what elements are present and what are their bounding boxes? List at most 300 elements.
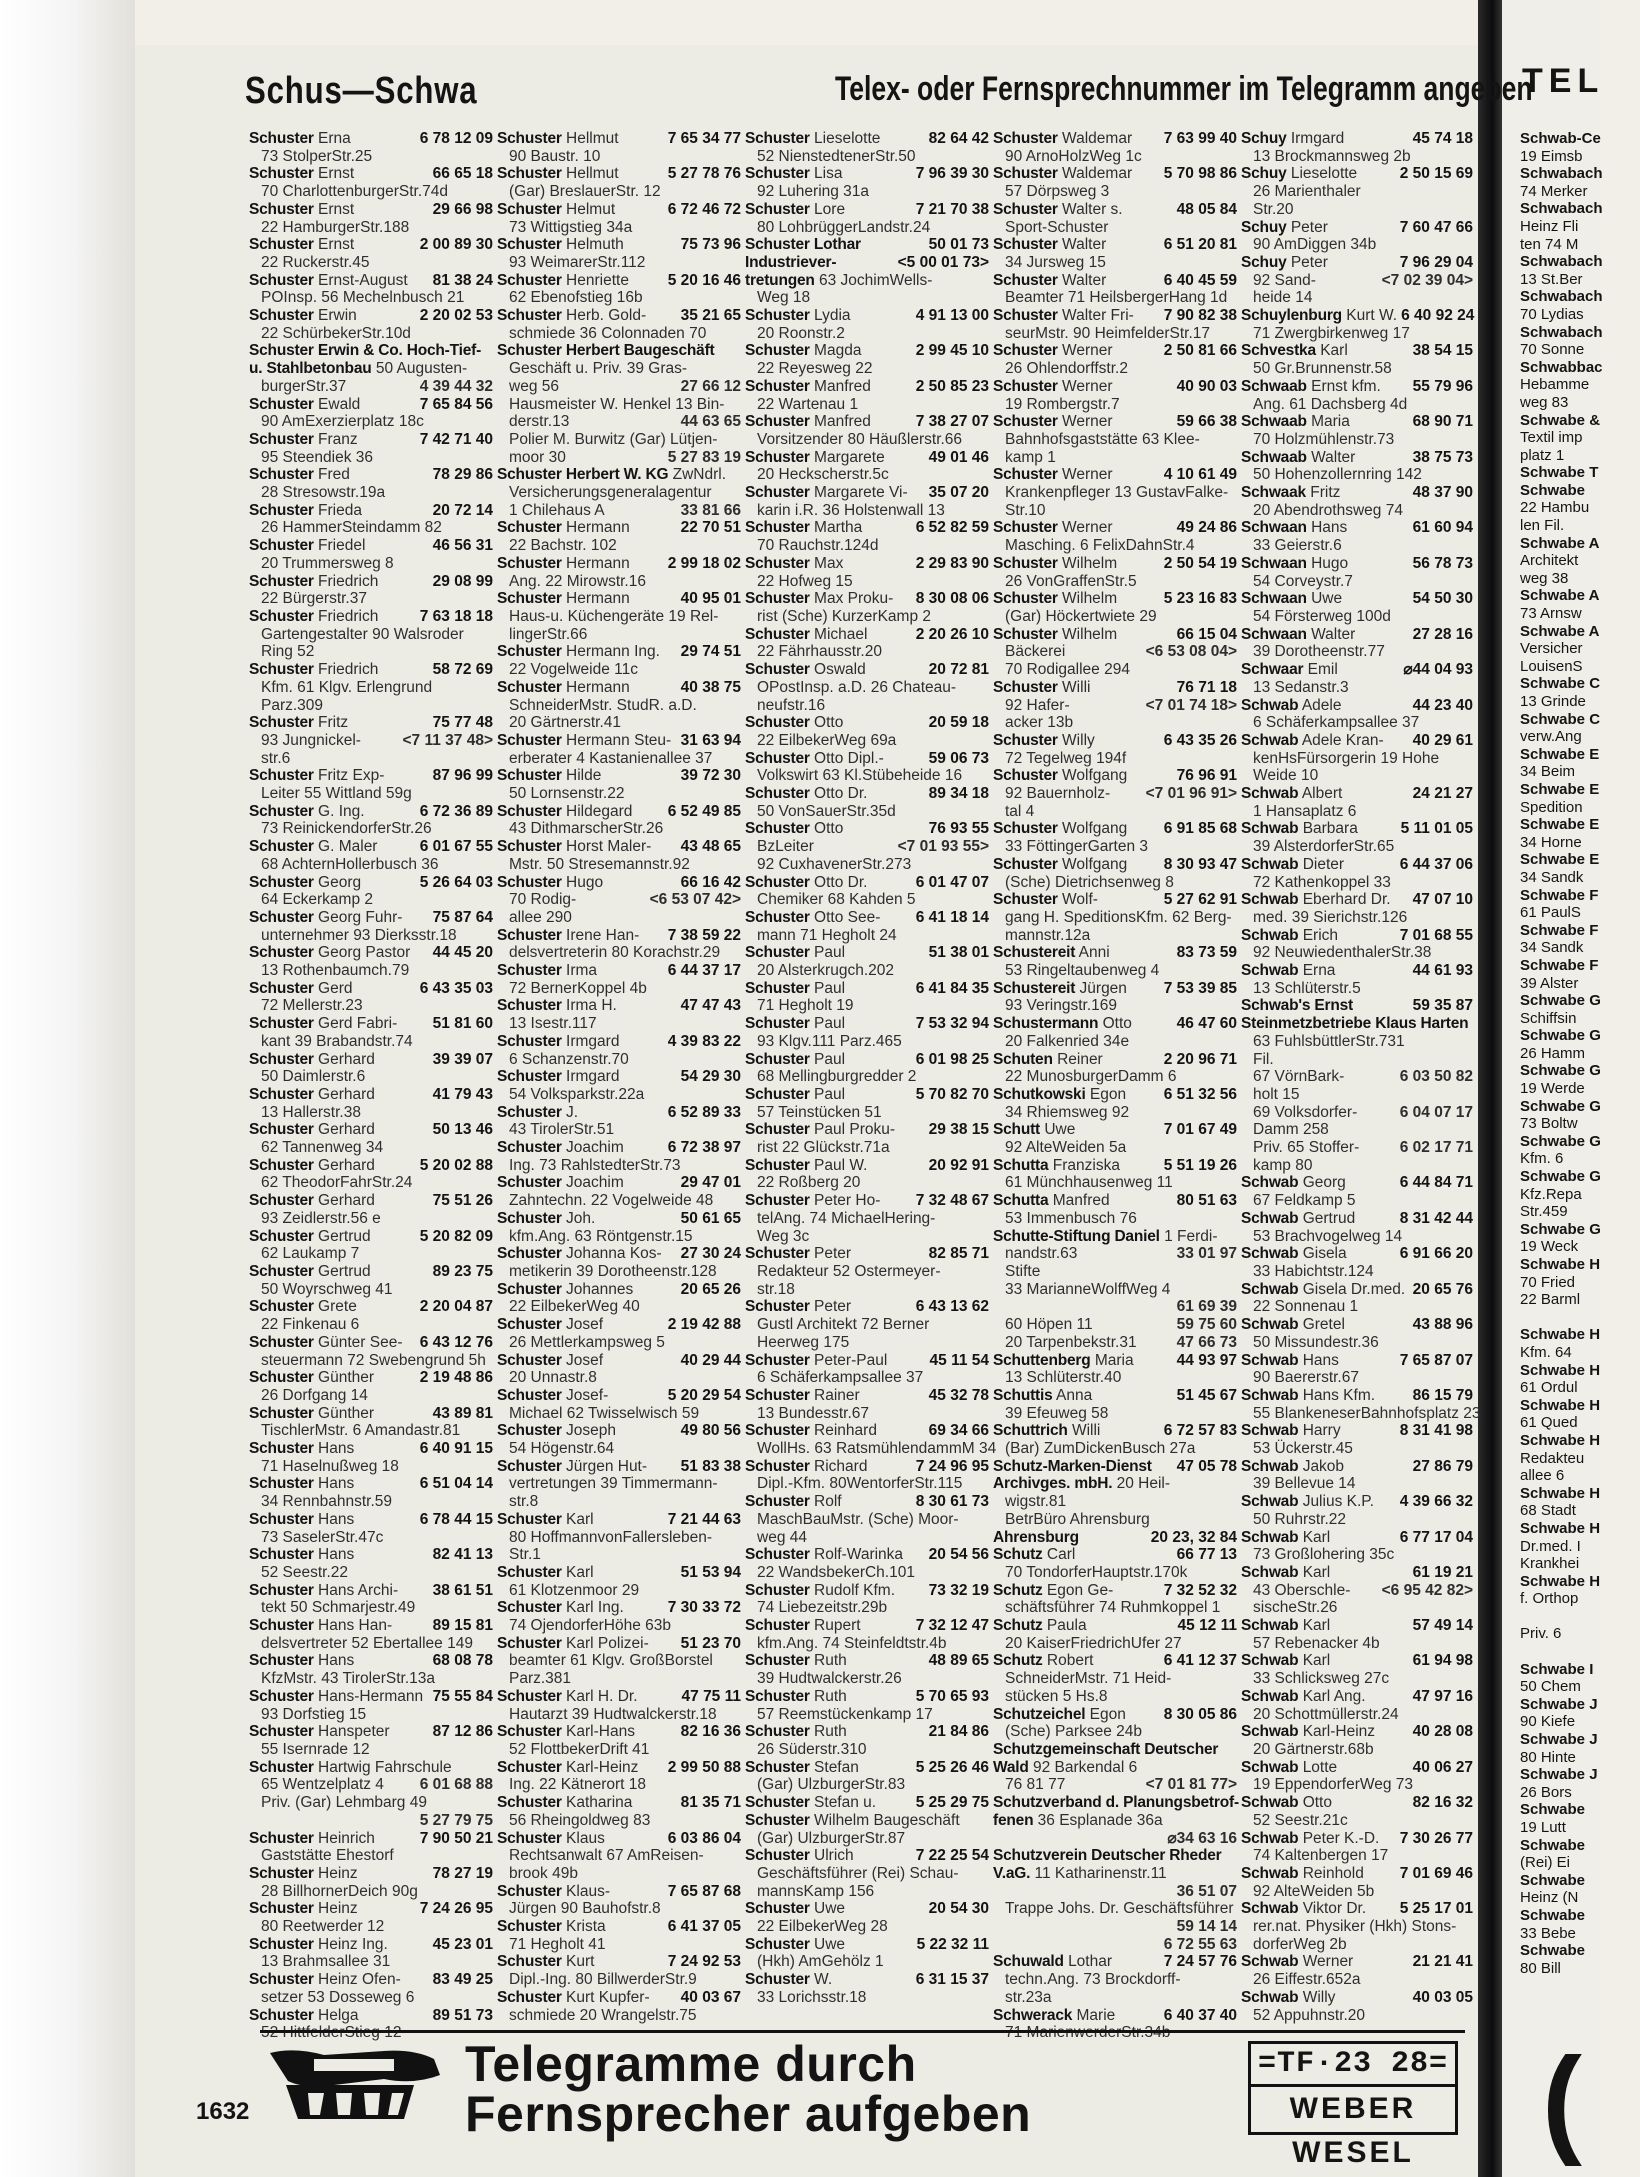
next-page-line [1520, 1573, 1640, 1591]
listing-name: Schuster [249, 466, 314, 484]
listing-name: Schuster [745, 1493, 810, 1511]
listing-line [745, 148, 989, 166]
listing-text [497, 342, 715, 360]
listing-entry [993, 1546, 1237, 1581]
listing-line [249, 148, 493, 166]
listing-text [509, 1051, 629, 1069]
listing-text [1241, 1174, 1346, 1192]
listing-entry [745, 1121, 989, 1156]
listing-detail: 36 Esplanade 36a [1037, 1811, 1163, 1829]
listing-text [1241, 1617, 1330, 1635]
listing-line [1241, 1086, 1473, 1104]
listing-text [745, 1582, 895, 1600]
next-page-line [1520, 623, 1640, 641]
listing-detail: 62 TheodorFahrStr.24 [261, 1174, 413, 1192]
next-page-line [1520, 1889, 1640, 1907]
listing-text [745, 378, 871, 396]
listing-name: Schuster [993, 590, 1058, 608]
listing-line [993, 874, 1237, 892]
listing-detail: Erna [1302, 962, 1336, 980]
listing-entry [993, 1953, 1237, 2006]
listing-text [1005, 1334, 1137, 1352]
listing-detail: Ernst kfm. [1311, 377, 1381, 395]
next-page-detail: 70 Sonne [1520, 341, 1585, 359]
listing-line [497, 1334, 741, 1352]
listing-line [249, 997, 493, 1015]
listing-detail: G. Ing. [318, 802, 365, 820]
listing-text [509, 360, 687, 378]
listing-text [1005, 449, 1056, 467]
phone-number: 6 40 45 59 [1163, 271, 1237, 289]
listing-detail: 19 Rombergstr.7 [1005, 395, 1120, 413]
listing-text [261, 449, 373, 467]
listing-detail: derstr.13 [509, 413, 570, 431]
next-page-detail: Spedition [1520, 798, 1583, 816]
listing-text [249, 1900, 358, 1918]
listing-text [249, 396, 360, 414]
next-page-name: Schwabe G [1520, 1097, 1601, 1115]
listing-name: Schuster [497, 1139, 562, 1157]
listing-detail: Peter [814, 1245, 852, 1263]
listing-entry [1241, 254, 1473, 307]
listing-detail: 93 Klgv.111 Parz.465 [757, 1032, 902, 1050]
listing-text [261, 413, 424, 431]
listing-name: Schuster [249, 1687, 314, 1705]
listing-name: Schuster [249, 2006, 314, 2024]
listing-name: Schuster [249, 1369, 314, 1387]
next-page-line [1520, 1150, 1640, 1168]
listing-text [261, 1281, 393, 1299]
listing-name: Schuy [1241, 218, 1287, 236]
next-page-name: Schwabe H [1520, 1431, 1601, 1449]
listing-text [1241, 927, 1338, 945]
listing-detail: 22 MunosburgerDamm 6 [1005, 1068, 1177, 1086]
listing-text [509, 785, 624, 803]
listing-line [497, 1847, 741, 1865]
phone-number: 66 65 18 [432, 165, 493, 183]
listing-line [497, 927, 741, 945]
listing-detail: BzLeiter [757, 838, 814, 856]
listing-line [745, 1281, 989, 1299]
listing-line [1241, 1440, 1473, 1458]
listing-entry [249, 1865, 493, 1900]
listing-line [497, 1245, 741, 1263]
listing-line [497, 219, 741, 237]
listing-entry [249, 1759, 493, 1830]
listing-detail: 26 HammerSteindamm 82 [261, 519, 442, 537]
listing-line [745, 1139, 989, 1157]
advertisement-banner [260, 2030, 1465, 2169]
listing-line [993, 307, 1237, 325]
listing-entry [249, 944, 493, 979]
phone-number: 66 16 42 [680, 873, 741, 891]
listing-text [497, 1104, 578, 1122]
listing-text [249, 767, 384, 785]
listing-line [497, 1706, 741, 1724]
listing-detail: 50 Gr.Brunnenstr.58 [1253, 360, 1392, 378]
listing-detail: 71 Zwergbirkenweg 17 [1253, 324, 1410, 342]
next-page-line [1520, 447, 1640, 465]
listing-line [993, 1529, 1237, 1547]
listing-line [497, 396, 741, 414]
listing-detail: Sport-Schuster [1005, 218, 1109, 236]
listing-entry [497, 1387, 741, 1422]
phone-number: 5 27 83 19 [667, 448, 741, 466]
listing-line [993, 130, 1237, 148]
listing-detail: rist (Sche) KurzerKamp 2 [757, 607, 931, 625]
listing-detail: Reinhold [1302, 1864, 1364, 1882]
listing-text [993, 1617, 1087, 1635]
listing-name: Schutte-Stiftung Daniel [993, 1227, 1160, 1245]
next-page-detail: Textil imp [1520, 429, 1583, 447]
listing-text [249, 272, 408, 290]
next-page-line [1520, 869, 1640, 887]
listing-line [249, 1865, 493, 1883]
listing-entry [1241, 732, 1473, 785]
listing-line [1241, 1652, 1473, 1670]
listing-detail: Walter s. [1062, 200, 1123, 218]
listing-entry [249, 1546, 493, 1581]
listing-detail: Michael 62 Twisselwisch 59 [509, 1404, 700, 1422]
listing-detail: (Gar) UlzburgerStr.87 [757, 1829, 906, 1847]
listing-detail: 34 Jursweg 15 [1005, 253, 1106, 271]
listing-text [745, 1387, 860, 1405]
listing-detail: str.6 [261, 749, 291, 767]
listing-name: Schuster [745, 1971, 810, 1989]
listing-name: Schuster [249, 1085, 314, 1103]
listing-detail: 28 BillhornerDeich 90g [261, 1882, 418, 1900]
listing-text [261, 289, 464, 307]
listing-detail: rer.nat. Physiker (Hkh) Stons- [1253, 1918, 1457, 1936]
listing-text [1253, 1706, 1399, 1724]
listing-name: Schuster [249, 1900, 314, 1918]
listing-line [1241, 1971, 1473, 1989]
listing-detail: 68 AchternHollerbusch 36 [261, 855, 439, 873]
next-page-line [1520, 1643, 1640, 1661]
listing-line [1241, 1936, 1473, 1954]
phone-number: 46 56 31 [432, 537, 493, 555]
listing-text [509, 697, 697, 715]
listing-line [497, 148, 741, 166]
listing-line [993, 449, 1237, 467]
listing-entry [249, 980, 493, 1015]
listing-entry [745, 236, 989, 307]
listing-detail: Hans [318, 1475, 355, 1493]
listing-entry [1241, 1210, 1473, 1245]
listing-line [249, 1210, 493, 1228]
listing-detail: Wilhelm [1062, 625, 1118, 643]
listing-text [509, 148, 600, 166]
listing-text [261, 962, 409, 980]
listing-line [1241, 502, 1473, 520]
phone-number: 82 85 71 [928, 1245, 989, 1263]
listing-name: Schwab [1241, 785, 1299, 803]
next-page-name: Schwabe G [1520, 1062, 1601, 1080]
listing-detail: Gerhard [318, 1050, 375, 1068]
listing-line [1241, 1157, 1473, 1175]
listing-line [993, 573, 1237, 591]
next-page-detail: 19 Lutt [1520, 1819, 1566, 1836]
listing-line [249, 1794, 493, 1812]
listing-entry [993, 590, 1237, 625]
listing-text [993, 1157, 1120, 1175]
listing-entry [497, 1918, 741, 1953]
listing-line [497, 1104, 741, 1122]
listing-line [993, 626, 1237, 644]
listing-detail: SchneiderMstr. 71 Heid- [1005, 1670, 1172, 1688]
listing-line [497, 484, 741, 502]
listing-detail: Walter [1062, 236, 1107, 254]
phone-number: 89 15 81 [432, 1617, 493, 1635]
listing-line [249, 679, 493, 697]
next-page-line [1520, 1045, 1640, 1063]
listing-name: Schuster [497, 678, 562, 696]
listing-text [745, 714, 843, 732]
next-page-detail: 61 Ordul [1520, 1379, 1578, 1397]
listing-name: Schuster [745, 979, 810, 997]
phone-number: 33 01 97 [1176, 1245, 1237, 1263]
next-page-detail: 33 Bebe [1520, 1924, 1576, 1942]
phone-number: 87 96 99 [432, 767, 493, 785]
listing-entry [497, 1989, 741, 2024]
listing-entry [745, 1352, 989, 1387]
phone-number: 6 44 37 17 [667, 962, 741, 980]
listing-text [261, 183, 448, 201]
listing-name: Schuster [497, 1510, 562, 1528]
listing-text [745, 909, 880, 927]
listing-entry [993, 1652, 1237, 1705]
listing-name: Schuster [249, 1015, 314, 1033]
listing-name: Schwaar [1241, 661, 1304, 679]
next-page-detail: 13 Grinde [1520, 693, 1586, 710]
next-page-detail: len Fil. [1520, 517, 1565, 535]
listing-line [497, 1599, 741, 1617]
listing-detail: Heinz Ofen- [318, 1971, 401, 1989]
listing-name: Schuster [993, 767, 1058, 785]
phone-number: 49 24 86 [1176, 519, 1237, 537]
next-page-name: Schwabe [1520, 1871, 1586, 1889]
listing-text [497, 767, 601, 785]
listing-entry [745, 820, 989, 873]
listing-entry [497, 1316, 741, 1351]
listing-line [1241, 1387, 1473, 1405]
listing-line [745, 1759, 989, 1777]
listing-line [745, 1157, 989, 1175]
next-page-name: Schwabe C [1520, 710, 1601, 728]
listing-detail: 33 Schlicksweg 27c [1253, 1670, 1390, 1688]
listing-detail: Frieda [318, 501, 362, 519]
listing-entry [993, 856, 1237, 891]
listing-entry [1241, 130, 1473, 165]
listing-line [497, 1387, 741, 1405]
listing-detail: Julius K.P. [1302, 1493, 1374, 1511]
listing-line [745, 272, 989, 290]
listing-detail: 6 Schäferkampsallee 37 [1253, 714, 1420, 732]
listing-entry [1241, 1386, 1481, 1422]
next-page-name: Schwabe J [1520, 1766, 1598, 1784]
phone-number: 59 06 73 [928, 749, 989, 767]
listing-detail: Ruth [814, 1652, 847, 1670]
listing-line [1241, 697, 1473, 715]
next-page-name: Schwabe E [1520, 816, 1600, 834]
listing-line [745, 1192, 989, 1210]
next-page-line [1520, 376, 1640, 394]
listing-text [1253, 1139, 1359, 1157]
listing-name: Schuster [249, 1440, 314, 1458]
listing-line [993, 1405, 1237, 1423]
listing-detail: Günther [318, 1404, 375, 1422]
next-page-line [1520, 253, 1640, 271]
page-binding [0, 0, 135, 2177]
listing-line [993, 750, 1237, 768]
phone-number: 6 31 15 37 [915, 1971, 989, 1989]
listing-name: Schuster [993, 165, 1058, 183]
listing-text [1253, 396, 1407, 414]
next-page-name: Schwabach [1520, 288, 1603, 306]
phone-number: 61 60 94 [1412, 519, 1473, 537]
listing-line [249, 785, 493, 803]
listing-entry [1241, 1652, 1473, 1687]
listing-detail: Egon [1089, 1085, 1127, 1103]
listing-text [1005, 537, 1195, 555]
listing-detail: 71 Hegholt 41 [509, 1935, 606, 1953]
listing-line [993, 661, 1237, 679]
phone-number: 6 43 13 62 [915, 1298, 989, 1316]
listing-text [509, 431, 717, 449]
listing-text [249, 201, 354, 219]
listing-detail: 22 WandsbekerCh.101 [757, 1563, 915, 1581]
listing-detail: 20 Gärtnerstr.68b [1253, 1740, 1374, 1758]
listing-text [757, 1529, 807, 1547]
next-page-line [1520, 675, 1640, 693]
listing-detail: 71 MarienwerderStr.34b [1005, 2024, 1171, 2042]
listing-name: Schutzeichel [993, 1705, 1086, 1723]
listing-detail: 54 Corveystr.7 [1253, 572, 1353, 590]
listing-name: u. Stahlbetonbau [249, 360, 372, 378]
listing-name: Schuster [497, 590, 562, 608]
listing-name: Wald [993, 1758, 1029, 1776]
listing-detail: 26 Ohlendorffstr.2 [1005, 360, 1128, 378]
phone-number: 47 75 11 [681, 1687, 741, 1705]
listing-text [757, 643, 882, 661]
listing-line [993, 643, 1237, 661]
listing-text [993, 590, 1117, 608]
listing-text [249, 1015, 397, 1033]
listing-line [993, 1281, 1237, 1299]
listing-detail: Gerd Fabri- [318, 1015, 398, 1033]
listing-line [497, 856, 741, 874]
listing-detail: 73 Wittigstieg 34a [509, 218, 633, 236]
next-page-name: Schwabe & [1520, 411, 1601, 429]
listing-detail: Volkswirt 63 Kl.Stübeheide 16 [757, 767, 963, 785]
listing-text [745, 130, 880, 148]
listing-text [757, 396, 858, 414]
listing-text [261, 891, 373, 909]
listing-detail: 70 Rodig- [509, 891, 577, 909]
listing-detail: 26 Marienthaler [1253, 183, 1361, 201]
listing-entry [1241, 1794, 1473, 1829]
listing-text [1253, 1776, 1413, 1794]
listing-detail: Lisa [814, 165, 843, 183]
phone-number: 82 64 42 [928, 130, 989, 147]
phone-number: 8 30 61 73 [915, 1493, 989, 1511]
listing-entry [993, 767, 1237, 820]
phone-number: 49 80 56 [680, 1422, 741, 1440]
listing-entry [249, 767, 493, 802]
listing-detail: Gretel [1302, 1316, 1345, 1334]
listing-detail: 92 AlteWeiden 5a [1005, 1139, 1127, 1157]
next-page-name: Schwabe H [1520, 1572, 1601, 1590]
phone-number: 49 01 46 [928, 448, 989, 466]
next-page-line [1520, 1432, 1640, 1450]
phone-number: 57 49 14 [1412, 1617, 1473, 1635]
listing-entry [249, 1015, 493, 1050]
next-page-name: Schwabe C [1520, 675, 1601, 693]
listing-text [757, 1104, 882, 1122]
phone-number: 69 34 66 [928, 1422, 989, 1440]
next-page-detail: 34 Beim [1520, 763, 1576, 781]
listing-line [497, 1794, 741, 1812]
listing-text [757, 1281, 795, 1299]
listing-detail: 68 Mellingburgredder 2 [757, 1068, 917, 1086]
listing-line [249, 342, 493, 360]
directory-column-3 [745, 130, 997, 2025]
listing-detail: 57 Rebenacker 4b [1253, 1634, 1380, 1652]
next-page-line [1520, 1080, 1640, 1098]
listing-line [993, 148, 1237, 166]
listing-text [757, 927, 897, 945]
listing-entry [993, 980, 1237, 1015]
phone-number: 7 32 48 67 [915, 1192, 989, 1210]
listing-line [249, 378, 493, 396]
listing-text [745, 626, 867, 644]
listing-detail: Ruth [814, 1687, 847, 1705]
listing-line [497, 590, 741, 608]
listing-line [745, 626, 989, 644]
listing-line [249, 254, 493, 272]
listing-detail: Uwe [1311, 590, 1343, 608]
phone-number: 6 43 12 76 [419, 1333, 493, 1351]
phone-number: 45 11 54 [929, 1351, 989, 1369]
listing-text [497, 874, 603, 892]
phone-number: 39 39 07 [432, 1050, 493, 1068]
listing-line [1241, 219, 1473, 237]
next-page-detail: 61 Qued [1520, 1414, 1578, 1432]
listing-detail: allee 290 [509, 908, 572, 926]
listing-detail: Str.1 [509, 1546, 541, 1564]
listing-text [993, 1582, 1113, 1600]
listing-line [993, 236, 1237, 254]
listing-line [1241, 1051, 1473, 1069]
listing-line [497, 838, 741, 856]
listing-text [249, 874, 361, 892]
listing-text [1253, 201, 1294, 219]
listing-name: Schuttis [993, 1386, 1053, 1404]
phone-number: 29 74 51 [680, 643, 741, 661]
listing-text [757, 183, 869, 201]
phone-number: 8 31 41 98 [1399, 1422, 1473, 1440]
listing-text [261, 1529, 383, 1547]
listing-detail: 26 Süderstr.310 [757, 1740, 867, 1758]
listing-line [993, 1475, 1237, 1493]
listing-text [261, 519, 442, 537]
listing-line [745, 1493, 989, 1511]
phone-number: 7 32 52 32 [1163, 1581, 1237, 1599]
listing-text [261, 1458, 399, 1476]
listing-text [1005, 1971, 1180, 1989]
listing-detail: 93 Jungnickel- [261, 731, 361, 749]
listing-detail: steuermann 72 Swebengrund 5h [261, 1351, 486, 1369]
